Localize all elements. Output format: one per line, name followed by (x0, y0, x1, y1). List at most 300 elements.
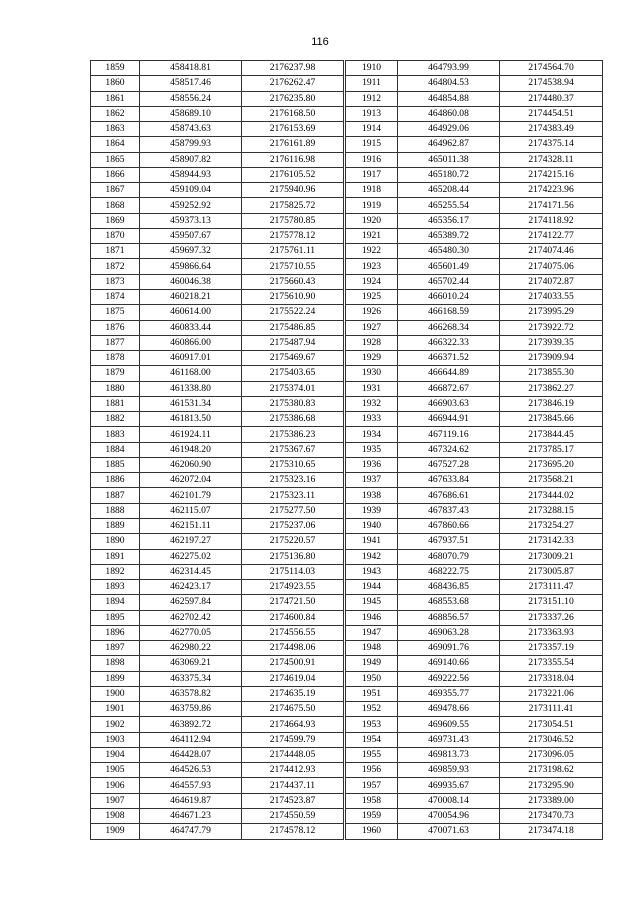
y-coordinate-cell: 2174448.05 (242, 747, 344, 762)
y-coordinate-cell: 2173844.45 (500, 427, 603, 442)
y-coordinate-cell: 2175486.85 (242, 320, 344, 335)
y-coordinate-cell: 2175940.96 (242, 183, 344, 198)
x-coordinate-cell: 458689.10 (140, 106, 242, 121)
x-coordinate-cell: 460833.44 (140, 320, 242, 335)
x-coordinate-cell: 465011.38 (398, 152, 500, 167)
x-coordinate-cell: 467633.84 (398, 473, 500, 488)
table-row (91, 76, 344, 91)
x-coordinate-cell: 461531.34 (140, 396, 242, 411)
point-number-cell: 1880 (91, 381, 140, 396)
x-coordinate-cell: 459252.92 (140, 198, 242, 213)
x-coordinate-cell: 465255.54 (398, 198, 500, 213)
table-row (91, 595, 344, 610)
y-coordinate-cell: 2174564.70 (500, 61, 603, 76)
point-number-cell: 1938 (346, 488, 398, 503)
point-number-cell: 1914 (346, 122, 398, 137)
point-number-cell: 1903 (91, 732, 140, 747)
y-coordinate-cell: 2174578.12 (242, 824, 344, 839)
y-coordinate-cell: 2175380.83 (242, 396, 344, 411)
table-row (346, 305, 603, 320)
y-coordinate-cell: 2175367.67 (242, 442, 344, 457)
y-coordinate-cell: 2175323.11 (242, 488, 344, 503)
table-row (346, 259, 603, 274)
point-number-cell: 1896 (91, 625, 140, 640)
y-coordinate-cell: 2173142.33 (500, 534, 603, 549)
coordinate-table-right (345, 60, 603, 840)
table-row (346, 274, 603, 289)
point-number-cell: 1920 (346, 213, 398, 228)
y-coordinate-cell: 2175114.03 (242, 564, 344, 579)
point-number-cell: 1915 (346, 137, 398, 152)
point-number-cell: 1931 (346, 381, 398, 396)
y-coordinate-cell: 2176153.69 (242, 122, 344, 137)
x-coordinate-cell: 460218.21 (140, 289, 242, 304)
point-number-cell: 1957 (346, 778, 398, 793)
table-row (346, 442, 603, 457)
x-coordinate-cell: 468070.79 (398, 549, 500, 564)
x-coordinate-cell: 465480.30 (398, 244, 500, 259)
point-number-cell: 1870 (91, 228, 140, 243)
table-row (91, 763, 344, 778)
table-row (346, 137, 603, 152)
point-number-cell: 1872 (91, 259, 140, 274)
y-coordinate-cell: 2174635.19 (242, 686, 344, 701)
table-row (91, 824, 344, 839)
point-number-cell: 1885 (91, 457, 140, 472)
y-coordinate-cell: 2173995.29 (500, 305, 603, 320)
x-coordinate-cell: 466903.63 (398, 396, 500, 411)
x-coordinate-cell: 464962.87 (398, 137, 500, 152)
y-coordinate-cell: 2176235.80 (242, 91, 344, 106)
x-coordinate-cell: 462702.42 (140, 610, 242, 625)
table-row (346, 610, 603, 625)
y-coordinate-cell: 2174619.04 (242, 671, 344, 686)
point-number-cell: 1954 (346, 732, 398, 747)
table-row (91, 381, 344, 396)
y-coordinate-cell: 2174500.91 (242, 656, 344, 671)
x-coordinate-cell: 461924.11 (140, 427, 242, 442)
table-row (346, 167, 603, 182)
y-coordinate-cell: 2175710.55 (242, 259, 344, 274)
y-coordinate-cell: 2173318.04 (500, 671, 603, 686)
x-coordinate-cell: 463892.72 (140, 717, 242, 732)
point-number-cell: 1867 (91, 183, 140, 198)
table-row (346, 198, 603, 213)
point-number-cell: 1913 (346, 106, 398, 121)
point-number-cell: 1939 (346, 503, 398, 518)
y-coordinate-cell: 2175220.57 (242, 534, 344, 549)
table-row (346, 351, 603, 366)
x-coordinate-cell: 464671.23 (140, 809, 242, 824)
point-number-cell: 1862 (91, 106, 140, 121)
point-number-cell: 1919 (346, 198, 398, 213)
table-row (346, 717, 603, 732)
x-coordinate-cell: 468222.75 (398, 564, 500, 579)
x-coordinate-cell: 464854.88 (398, 91, 500, 106)
point-number-cell: 1950 (346, 671, 398, 686)
point-number-cell: 1887 (91, 488, 140, 503)
x-coordinate-cell: 470054.96 (398, 809, 500, 824)
y-coordinate-cell: 2173785.17 (500, 442, 603, 457)
y-coordinate-cell: 2175487.94 (242, 335, 344, 350)
x-coordinate-cell: 465208.44 (398, 183, 500, 198)
x-coordinate-cell: 462423.17 (140, 580, 242, 595)
y-coordinate-cell: 2175660.43 (242, 274, 344, 289)
y-coordinate-cell: 2174074.46 (500, 244, 603, 259)
point-number-cell: 1871 (91, 244, 140, 259)
y-coordinate-cell: 2176116.98 (242, 152, 344, 167)
table-row (346, 580, 603, 595)
table-row (91, 549, 344, 564)
point-number-cell: 1952 (346, 702, 398, 717)
y-coordinate-cell: 2174118.92 (500, 213, 603, 228)
x-coordinate-cell: 470008.14 (398, 793, 500, 808)
point-number-cell: 1890 (91, 534, 140, 549)
table-row (346, 671, 603, 686)
x-coordinate-cell: 458799.93 (140, 137, 242, 152)
x-coordinate-cell: 462101.79 (140, 488, 242, 503)
table-row (91, 732, 344, 747)
x-coordinate-cell: 469935.67 (398, 778, 500, 793)
y-coordinate-cell: 2175778.12 (242, 228, 344, 243)
point-number-cell: 1882 (91, 412, 140, 427)
point-number-cell: 1955 (346, 747, 398, 762)
table-row (346, 106, 603, 121)
y-coordinate-cell: 2175386.23 (242, 427, 344, 442)
y-coordinate-cell: 2173389.00 (500, 793, 603, 808)
x-coordinate-cell: 459697.32 (140, 244, 242, 259)
table-row (346, 595, 603, 610)
y-coordinate-cell: 2173922.72 (500, 320, 603, 335)
point-number-cell: 1888 (91, 503, 140, 518)
x-coordinate-cell: 459373.13 (140, 213, 242, 228)
y-coordinate-cell: 2173111.47 (500, 580, 603, 595)
point-number-cell: 1917 (346, 167, 398, 182)
y-coordinate-cell: 2174072.87 (500, 274, 603, 289)
x-coordinate-cell: 463578.82 (140, 686, 242, 701)
x-coordinate-cell: 460046.38 (140, 274, 242, 289)
table-row (91, 274, 344, 289)
table-row (346, 61, 603, 76)
point-number-cell: 1944 (346, 580, 398, 595)
table-row (346, 152, 603, 167)
table-row (91, 610, 344, 625)
point-number-cell: 1959 (346, 809, 398, 824)
y-coordinate-cell: 2173009.21 (500, 549, 603, 564)
y-coordinate-cell: 2175469.67 (242, 351, 344, 366)
y-coordinate-cell: 2174550.59 (242, 809, 344, 824)
y-coordinate-cell: 2174375.14 (500, 137, 603, 152)
x-coordinate-cell: 464112.94 (140, 732, 242, 747)
point-number-cell: 1926 (346, 305, 398, 320)
table-row (346, 641, 603, 656)
table-row (91, 625, 344, 640)
table-row (346, 503, 603, 518)
y-coordinate-cell: 2173337.26 (500, 610, 603, 625)
x-coordinate-cell: 469859.93 (398, 763, 500, 778)
x-coordinate-cell: 465389.72 (398, 228, 500, 243)
y-coordinate-cell: 2174480.37 (500, 91, 603, 106)
x-coordinate-cell: 464747.79 (140, 824, 242, 839)
table-row (346, 366, 603, 381)
point-number-cell: 1936 (346, 457, 398, 472)
table-row (346, 732, 603, 747)
point-number-cell: 1909 (91, 824, 140, 839)
y-coordinate-cell: 2176161.89 (242, 137, 344, 152)
point-number-cell: 1937 (346, 473, 398, 488)
table-row (91, 457, 344, 472)
y-coordinate-cell: 2174033.55 (500, 289, 603, 304)
y-coordinate-cell: 2174538.94 (500, 76, 603, 91)
y-coordinate-cell: 2173846.19 (500, 396, 603, 411)
table-row (91, 91, 344, 106)
table-row (346, 656, 603, 671)
y-coordinate-cell: 2173568.21 (500, 473, 603, 488)
x-coordinate-cell: 461338.80 (140, 381, 242, 396)
table-row (346, 763, 603, 778)
table-row (91, 656, 344, 671)
point-number-cell: 1935 (346, 442, 398, 457)
y-coordinate-cell: 2173474.18 (500, 824, 603, 839)
point-number-cell: 1876 (91, 320, 140, 335)
point-number-cell: 1892 (91, 564, 140, 579)
y-coordinate-cell: 2173254.27 (500, 518, 603, 533)
y-coordinate-cell: 2173355.54 (500, 656, 603, 671)
x-coordinate-cell: 464929.06 (398, 122, 500, 137)
x-coordinate-cell: 469063.28 (398, 625, 500, 640)
x-coordinate-cell: 466010.24 (398, 289, 500, 304)
y-coordinate-cell: 2175310.65 (242, 457, 344, 472)
table-row (91, 289, 344, 304)
y-coordinate-cell: 2175136.80 (242, 549, 344, 564)
point-number-cell: 1922 (346, 244, 398, 259)
table-row (91, 122, 344, 137)
coordinate-table-left (90, 60, 344, 840)
point-number-cell: 1878 (91, 351, 140, 366)
table-row (91, 152, 344, 167)
table-row (91, 198, 344, 213)
table-row (91, 717, 344, 732)
x-coordinate-cell: 464557.93 (140, 778, 242, 793)
table-row (91, 580, 344, 595)
x-coordinate-cell: 458418.81 (140, 61, 242, 76)
point-number-cell: 1949 (346, 656, 398, 671)
point-number-cell: 1906 (91, 778, 140, 793)
y-coordinate-cell: 2174171.56 (500, 198, 603, 213)
table-row (91, 427, 344, 442)
point-number-cell: 1932 (346, 396, 398, 411)
point-number-cell: 1943 (346, 564, 398, 579)
y-coordinate-cell: 2174523.87 (242, 793, 344, 808)
point-number-cell: 1928 (346, 335, 398, 350)
x-coordinate-cell: 464619.87 (140, 793, 242, 808)
x-coordinate-cell: 469478.66 (398, 702, 500, 717)
point-number-cell: 1864 (91, 137, 140, 152)
table-row (91, 564, 344, 579)
point-number-cell: 1907 (91, 793, 140, 808)
table-row (91, 747, 344, 762)
y-coordinate-cell: 2173288.15 (500, 503, 603, 518)
x-coordinate-cell: 465702.44 (398, 274, 500, 289)
point-number-cell: 1958 (346, 793, 398, 808)
table-row (91, 137, 344, 152)
y-coordinate-cell: 2173939.35 (500, 335, 603, 350)
x-coordinate-cell: 459507.67 (140, 228, 242, 243)
table-row (346, 686, 603, 701)
y-coordinate-cell: 2173096.05 (500, 747, 603, 762)
table-row (91, 213, 344, 228)
y-coordinate-cell: 2174223.96 (500, 183, 603, 198)
x-coordinate-cell: 469355.77 (398, 686, 500, 701)
y-coordinate-cell: 2175237.06 (242, 518, 344, 533)
table-row (346, 457, 603, 472)
table-row (91, 167, 344, 182)
table-row (346, 183, 603, 198)
table-row (91, 305, 344, 320)
point-number-cell: 1945 (346, 595, 398, 610)
y-coordinate-cell: 2174721.50 (242, 595, 344, 610)
y-coordinate-cell: 2174923.55 (242, 580, 344, 595)
table-row (91, 183, 344, 198)
point-number-cell: 1934 (346, 427, 398, 442)
y-coordinate-cell: 2174328.11 (500, 152, 603, 167)
table-row (91, 671, 344, 686)
y-coordinate-cell: 2176168.50 (242, 106, 344, 121)
point-number-cell: 1877 (91, 335, 140, 350)
x-coordinate-cell: 463069.21 (140, 656, 242, 671)
table-row (91, 106, 344, 121)
page-number: 116 (311, 36, 329, 48)
point-number-cell: 1951 (346, 686, 398, 701)
x-coordinate-cell: 469731.43 (398, 732, 500, 747)
point-number-cell: 1886 (91, 473, 140, 488)
table-row (346, 289, 603, 304)
y-coordinate-cell: 2175610.90 (242, 289, 344, 304)
point-number-cell: 1946 (346, 610, 398, 625)
point-number-cell: 1960 (346, 824, 398, 839)
table-row (91, 259, 344, 274)
x-coordinate-cell: 469813.73 (398, 747, 500, 762)
y-coordinate-cell: 2175522.24 (242, 305, 344, 320)
point-number-cell: 1897 (91, 641, 140, 656)
table-row (346, 228, 603, 243)
x-coordinate-cell: 468553.68 (398, 595, 500, 610)
table-row (346, 488, 603, 503)
point-number-cell: 1884 (91, 442, 140, 457)
y-coordinate-cell: 2176262.47 (242, 76, 344, 91)
x-coordinate-cell: 467860.66 (398, 518, 500, 533)
table-row (91, 641, 344, 656)
x-coordinate-cell: 462072.04 (140, 473, 242, 488)
x-coordinate-cell: 468856.57 (398, 610, 500, 625)
y-coordinate-cell: 2173111.41 (500, 702, 603, 717)
x-coordinate-cell: 462314.45 (140, 564, 242, 579)
point-number-cell: 1947 (346, 625, 398, 640)
x-coordinate-cell: 463375.34 (140, 671, 242, 686)
x-coordinate-cell: 460614.00 (140, 305, 242, 320)
point-number-cell: 1905 (91, 763, 140, 778)
point-number-cell: 1925 (346, 289, 398, 304)
x-coordinate-cell: 464428.07 (140, 747, 242, 762)
x-coordinate-cell: 462770.05 (140, 625, 242, 640)
x-coordinate-cell: 469140.66 (398, 656, 500, 671)
table-row (91, 320, 344, 335)
x-coordinate-cell: 467119.16 (398, 427, 500, 442)
x-coordinate-cell: 462275.02 (140, 549, 242, 564)
point-number-cell: 1930 (346, 366, 398, 381)
x-coordinate-cell: 462980.22 (140, 641, 242, 656)
table-row (346, 320, 603, 335)
x-coordinate-cell: 458556.24 (140, 91, 242, 106)
y-coordinate-cell: 2175761.11 (242, 244, 344, 259)
x-coordinate-cell: 466268.34 (398, 320, 500, 335)
table-row (346, 534, 603, 549)
table-row (91, 244, 344, 259)
y-coordinate-cell: 2175403.65 (242, 366, 344, 381)
y-coordinate-cell: 2176105.52 (242, 167, 344, 182)
x-coordinate-cell: 469609.55 (398, 717, 500, 732)
table-row (346, 427, 603, 442)
y-coordinate-cell: 2174600.84 (242, 610, 344, 625)
x-coordinate-cell: 464804.53 (398, 76, 500, 91)
x-coordinate-cell: 466944.91 (398, 412, 500, 427)
table-row (91, 702, 344, 717)
table-row (346, 122, 603, 137)
table-row (346, 213, 603, 228)
y-coordinate-cell: 2174075.06 (500, 259, 603, 274)
y-coordinate-cell: 2173054.51 (500, 717, 603, 732)
y-coordinate-cell: 2173862.27 (500, 381, 603, 396)
x-coordinate-cell: 465180.72 (398, 167, 500, 182)
x-coordinate-cell: 464860.08 (398, 106, 500, 121)
table-row (91, 228, 344, 243)
point-number-cell: 1904 (91, 747, 140, 762)
y-coordinate-cell: 2173909.94 (500, 351, 603, 366)
x-coordinate-cell: 461813.50 (140, 412, 242, 427)
point-number-cell: 1918 (346, 183, 398, 198)
table-row (346, 625, 603, 640)
table-row (346, 412, 603, 427)
x-coordinate-cell: 469222.56 (398, 671, 500, 686)
x-coordinate-cell: 461948.20 (140, 442, 242, 457)
table-row (346, 747, 603, 762)
table-row (346, 91, 603, 106)
point-number-cell: 1908 (91, 809, 140, 824)
point-number-cell: 1889 (91, 518, 140, 533)
point-number-cell: 1875 (91, 305, 140, 320)
x-coordinate-cell: 467686.61 (398, 488, 500, 503)
point-number-cell: 1940 (346, 518, 398, 533)
y-coordinate-cell: 2173221.06 (500, 686, 603, 701)
y-coordinate-cell: 2173363.93 (500, 625, 603, 640)
table-row (346, 824, 603, 839)
point-number-cell: 1927 (346, 320, 398, 335)
table-row (346, 793, 603, 808)
x-coordinate-cell: 461168.00 (140, 366, 242, 381)
point-number-cell: 1879 (91, 366, 140, 381)
x-coordinate-cell: 463759.86 (140, 702, 242, 717)
point-number-cell: 1948 (346, 641, 398, 656)
y-coordinate-cell: 2174664.93 (242, 717, 344, 732)
table-row (91, 503, 344, 518)
table-row (91, 778, 344, 793)
x-coordinate-cell: 462115.07 (140, 503, 242, 518)
x-coordinate-cell: 458517.46 (140, 76, 242, 91)
point-number-cell: 1910 (346, 61, 398, 76)
x-coordinate-cell: 459866.64 (140, 259, 242, 274)
y-coordinate-cell: 2173855.30 (500, 366, 603, 381)
point-number-cell: 1911 (346, 76, 398, 91)
